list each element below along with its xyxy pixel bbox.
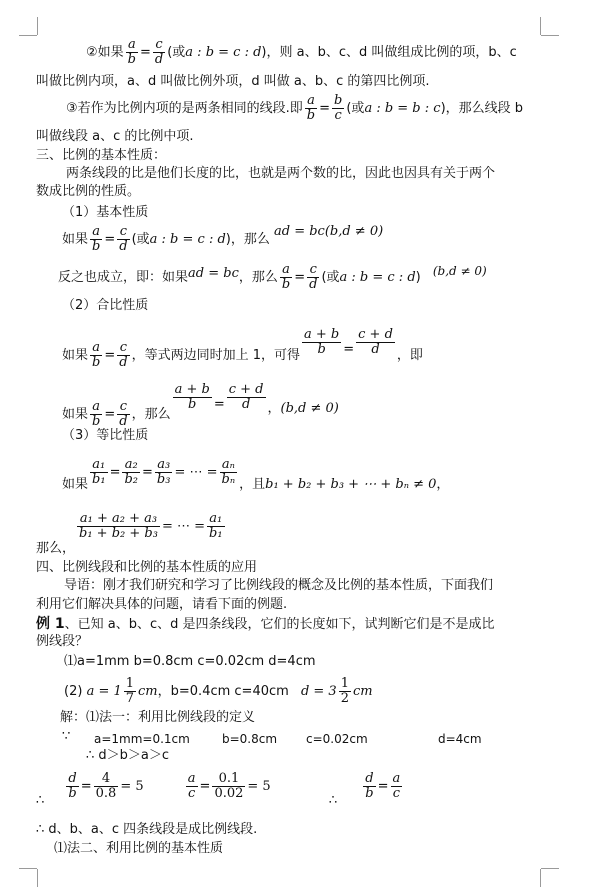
ratio-expression: a : b = c : d — [185, 45, 262, 60]
numerator: aₙ — [220, 458, 238, 473]
numerator: a — [126, 38, 138, 53]
numerator: a₁ — [90, 458, 108, 473]
denominator: b — [92, 239, 101, 254]
value-a: a = 1 — [86, 684, 122, 699]
condition: (b,d ≠ 0) — [280, 401, 339, 416]
result: = 5 — [247, 779, 271, 794]
value-d: d=4cm — [438, 732, 482, 746]
numerator: a₁ — [207, 512, 225, 527]
text: 、已知 a、b、c、d 是四条线段，它们的长度如下，试判断它们是不是成比 — [64, 617, 495, 632]
denominator: b — [127, 52, 136, 67]
text: ②如果 — [86, 45, 124, 60]
unit: cm — [352, 684, 373, 699]
numerator: a — [305, 94, 317, 109]
fraction-one-seventh — [124, 677, 136, 706]
numerator: a — [90, 225, 102, 240]
numerator: a₂ — [122, 458, 140, 473]
text: ，b=0.4cm c=40cm — [157, 684, 289, 699]
numerator: c — [117, 225, 129, 240]
denominator: b₃ — [156, 472, 171, 487]
denominator: b₁ — [92, 472, 106, 487]
fraction-a-plus-b-over-b — [302, 328, 341, 357]
sum-property-statement: 如果 $\frac{a}{b}$ = $\frac{c}{d}$ ，那么 $\frac{a + b}{b}$ = $\frac{c + d}{d}$ ，(b,d ≠ 0) — [62, 382, 339, 429]
equal-ratio-conclusion — [36, 512, 227, 557]
paragraph-line: 利用它们解决具体的问题，请看下面的例题. — [36, 597, 288, 612]
ratio-expression: a : b = c : d — [339, 270, 416, 285]
numerator: b — [334, 93, 343, 108]
fraction-c-plus-d-over-d — [227, 383, 266, 412]
numerator: a — [392, 771, 401, 786]
text: ，且 — [239, 477, 266, 492]
fraction-d-b — [66, 772, 78, 801]
converse-line: 反之也成立，即：如果ad = bc，那么 $\frac{a}{b}$ = $\frac{c}{d}$ (或a : b = c : d) (b,d ≠ 0) — [58, 262, 487, 292]
value-d: d = 3 — [300, 684, 337, 699]
case-1-lengths: ⑴a=1mm b=0.8cm c=0.02cm d=4cm — [64, 654, 316, 669]
paragraph-line: 数成比例的性质。 — [36, 184, 141, 199]
numerator: a — [90, 400, 102, 415]
subheading-equal-ratio-property: （3）等比性质 — [62, 428, 149, 443]
fraction-a-b — [90, 225, 102, 254]
sum-nonzero-condition: b₁ + b₂ + b₃ + ⋯ + bₙ ≠ 0 — [265, 477, 437, 492]
fraction-0.1-over-0.02 — [212, 772, 245, 801]
fraction-a1-b1 — [207, 512, 225, 541]
fraction-c-d — [307, 263, 319, 292]
numerator: c — [117, 341, 129, 356]
value-b: b=0.8cm — [222, 732, 278, 746]
fraction-c-d — [117, 341, 129, 370]
text: )，那么线段 b — [440, 101, 524, 116]
fraction-a3-b3 — [155, 458, 173, 487]
text: 反之也成立，即：如果 — [58, 270, 189, 285]
numerator: a + b — [174, 382, 210, 397]
numerator: 4 — [94, 772, 119, 787]
text: (或 — [131, 232, 150, 247]
numerator: c + d — [228, 382, 264, 397]
section-heading-3: 三、比例的基本性质： — [36, 148, 167, 163]
text: ，等式两边同时加上 1，可得 — [131, 348, 300, 363]
fraction-b-c — [332, 94, 344, 123]
fraction-4-over-0.8 — [94, 772, 119, 801]
denominator: 0.02 — [214, 786, 244, 801]
denominator: b — [365, 786, 374, 801]
denominator: 0.8 — [95, 786, 117, 801]
text: ，那么 — [131, 407, 171, 422]
text: (或 — [167, 45, 186, 60]
denominator: b₂ — [124, 472, 139, 487]
conclusion-line: ∴ d、b、a、c 四条线段是成比例线段. — [36, 822, 258, 837]
denominator: d — [119, 239, 128, 254]
numerator: 1 — [340, 676, 349, 691]
fraction-c-d — [117, 400, 129, 429]
numerator: c — [153, 38, 165, 53]
case-2-lengths — [64, 677, 373, 706]
fraction-sum-a-over-sum-b — [77, 512, 160, 541]
ellipsis: = ⋯ = — [161, 519, 205, 534]
denominator: d — [154, 52, 164, 67]
numerator: a₃ — [155, 458, 173, 473]
numerator: a + b — [303, 327, 340, 342]
denominator: d — [309, 277, 318, 292]
text: ， — [436, 477, 450, 492]
fraction-a-b — [90, 400, 102, 429]
denominator: 7 — [125, 691, 135, 706]
fraction-d-b — [363, 772, 375, 801]
fraction-c-plus-d-over-d — [356, 328, 395, 357]
denominator: b₁ + b₂ + b₃ — [79, 526, 158, 541]
formula-ad-bc: ad = bc — [188, 266, 239, 281]
method-2-heading: ⑴法二、利用比例的基本性质 — [54, 841, 224, 856]
fraction-an-bn — [220, 458, 238, 487]
text: 如果 — [62, 348, 89, 363]
numerator: 1 — [125, 676, 135, 691]
denominator: c — [188, 786, 196, 801]
ordering-line: ∴ d＞b＞a＞c — [86, 748, 170, 763]
fraction-a1-b1 — [90, 458, 108, 487]
denominator: b — [68, 786, 77, 801]
value-c: c=0.02cm — [306, 732, 368, 746]
fraction-a-b — [305, 94, 317, 123]
fraction-a-plus-b-over-b — [173, 383, 212, 412]
example-label: 例 1 — [36, 616, 65, 632]
solution-heading: 解：⑴法一：利用比例线段的定义 — [60, 710, 256, 725]
text: 如果 — [62, 407, 89, 422]
numerator: c + d — [358, 327, 393, 342]
crop-mark-top-right-v — [540, 17, 541, 35]
crop-mark-bottom-right-v — [540, 869, 541, 887]
result: = 5 — [120, 779, 144, 794]
definition-line-3: ③若作为比例内项的是两条相同的线段.即 $\frac{a}{b}$ = $\frac{b}{c}$ (或a : b = b : c)，那么线段 b — [66, 93, 524, 123]
numerator: 0.1 — [212, 772, 245, 787]
denominator: d — [119, 414, 128, 429]
ratio-computation: ∴ $\frac{d}{b}$ = $\frac{4}{0.8}$ = 5 $\frac{a}{c}$ = $\frac{0.1}{0.02}$ = 5 ∴ $\frac{d}{b}$ = $\frac{a}{c}$ — [36, 771, 401, 808]
subheading-sum-property: （2）合比性质 — [62, 298, 149, 313]
fraction-one-half — [339, 677, 351, 706]
numerator: d — [68, 771, 77, 786]
unit: cm — [138, 684, 158, 699]
crop-mark-bottom-left-h — [19, 868, 37, 869]
therefore-symbol: ∴ — [328, 793, 338, 808]
definition-line-2-cont: 叫做比例内项，a、d 叫做比例外项，d 叫做 a、b、c 的第四比例项. — [36, 74, 430, 89]
denominator: d — [371, 342, 380, 357]
text: ，即 — [396, 348, 423, 363]
paragraph-line: 两条线段的比是他们长度的比，也就是两个数的比，因此也因具有关于两个 — [66, 166, 496, 181]
denominator: b — [281, 277, 291, 292]
example-1-line-cont: 例线段？ — [36, 634, 89, 649]
fraction-a-c — [391, 772, 403, 801]
crop-mark-top-left-v — [37, 17, 38, 35]
denominator: b — [317, 342, 326, 357]
fraction-a-c — [186, 772, 198, 801]
crop-mark-top-left-h — [19, 35, 37, 36]
denominator: c — [392, 786, 401, 801]
text: 那么， — [36, 541, 76, 556]
therefore-symbol: ∴ — [36, 793, 45, 808]
denominator: c — [334, 108, 342, 123]
example-1-line — [36, 616, 495, 633]
denominator: b — [92, 355, 101, 370]
text: )，那么 — [225, 232, 270, 247]
crop-mark-top-right-h — [541, 35, 559, 36]
numerator: a — [90, 341, 102, 356]
fraction-a-b — [280, 263, 292, 292]
denominator: b — [306, 108, 316, 123]
ratio-expression: a : b = b : c — [364, 101, 441, 116]
numerator: a — [187, 771, 196, 786]
basic-property-line: 如果 $\frac{a}{b}$ = $\frac{c}{d}$ (或a : b = c : d)，那么 ad = bc(b,d ≠ 0) — [62, 224, 384, 254]
ratio-expression: a : b = c : d — [149, 232, 226, 247]
sum-property-derivation: 如果 $\frac{a}{b}$ = $\frac{c}{d}$ ，等式两边同时加上 1，可得 $\frac{a + b}{b}$ = $\frac{c + d}{d}$ ，即 — [62, 327, 423, 370]
text: (或 — [346, 101, 365, 116]
denominator: b₁ — [209, 526, 223, 541]
fraction-c-d — [117, 225, 129, 254]
equal-ratio-statement: 如果 $\frac{\text{a₁}}{\text{b₁}}$ = $\frac{\text{a₂}}{\text{b₂}}$ = $\frac{\text{a₃}}{\text{b₃}}$ = ⋯ = $\frac{\text{aₙ}}{\text{bₙ}}$ ，且b₁ + b₂ + b₃ + ⋯ + bₙ ≠ 0， — [62, 457, 450, 492]
definition-line-3-cont: 叫做线段 a、c 的比例中项. — [36, 129, 194, 144]
denominator: b — [188, 397, 197, 412]
numerator: a₁ + a₂ + a₃ — [77, 512, 160, 527]
text: 如果 — [62, 477, 89, 492]
value-a: a=1mm=0.1cm — [94, 732, 190, 746]
numerator: d — [365, 771, 374, 786]
paragraph-line: 导语：刚才我们研究和学习了比例线段的概念及比例的基本性质，下面我们 — [64, 578, 494, 593]
text: ③若作为比例内项的是两条相同的线段.即 — [66, 101, 303, 116]
crop-mark-bottom-left-v — [37, 869, 38, 887]
subheading-basic-property: （1）基本性质 — [62, 205, 149, 220]
condition: (b,d ≠ 0) — [432, 264, 487, 278]
numerator: c — [307, 263, 319, 278]
denominator: b — [92, 414, 101, 429]
fraction-a-b — [126, 38, 138, 67]
numerator: c — [117, 400, 129, 415]
fraction-a-b — [90, 341, 102, 370]
definition-line-2: ②如果 $\frac{a}{b}$ = $\frac{c}{d}$ (或a : b = c : d)，则 a、b、c、d 叫做组成比例的项，b、c — [86, 37, 517, 67]
crop-mark-bottom-right-h — [541, 868, 559, 869]
text: ， — [267, 401, 281, 416]
formula-ad-bc: ad = bc(b,d ≠ 0) — [274, 224, 384, 239]
section-heading-4: 四、比例线段和比例的基本性质的应用 — [36, 560, 258, 575]
numerator: a — [280, 263, 292, 278]
fraction-c-d — [153, 38, 165, 67]
denominator: 2 — [340, 691, 349, 706]
denominator: d — [119, 355, 128, 370]
denominator: d — [241, 397, 251, 412]
ellipsis: = ⋯ = — [174, 465, 218, 480]
because-symbol: ∵ — [62, 729, 71, 744]
fraction-a2-b2 — [122, 458, 140, 487]
text: (2) — [64, 684, 83, 699]
text: )，则 a、b、c、d 叫做组成比例的项，b、c — [261, 45, 517, 60]
denominator: bₙ — [221, 472, 236, 487]
text: ，那么 — [238, 270, 278, 285]
because-line — [62, 729, 70, 745]
text: 如果 — [62, 232, 89, 247]
text: (或 — [321, 270, 340, 285]
text: ) — [415, 270, 421, 285]
